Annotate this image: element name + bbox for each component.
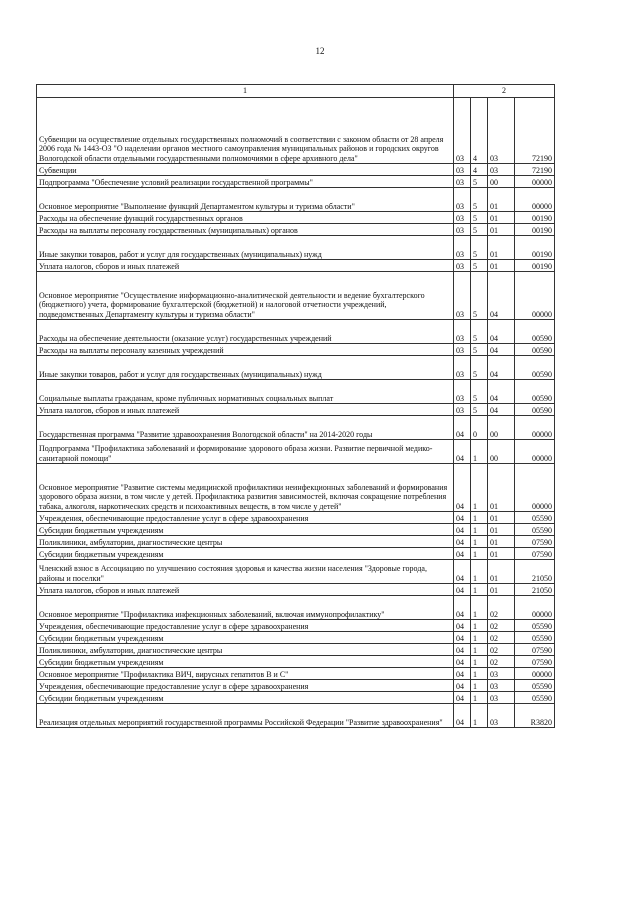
table-row xyxy=(37,560,555,584)
row-code-direction: 00000 xyxy=(515,440,555,464)
table-row xyxy=(37,416,555,440)
row-code-section: 04 xyxy=(454,680,471,692)
row-code-section: 03 xyxy=(454,380,471,404)
page-number: 12 xyxy=(315,46,325,56)
row-description: Субвенции на осуществление отдельных государственных полномочий в соответствии с законом области от 28 апреля 2006 года № 1443-ОЗ "О наделении органов местного самоуправления муниципальных районов и городских округов Вологодской области отдельными государственными полномочиями в сфере архивного дела" xyxy=(37,98,454,164)
row-code-program: 0 xyxy=(471,416,488,440)
row-code-section: 03 xyxy=(454,404,471,416)
table-row xyxy=(37,404,555,416)
row-code-section: 03 xyxy=(454,320,471,344)
row-code-section: 03 xyxy=(454,98,471,164)
row-description: Членский взнос в Ассоциацию по улучшению состояния здоровья и качества жизни населения "Здоровые города, районы и поселки" xyxy=(37,560,454,584)
row-code-program: 1 xyxy=(471,704,488,728)
table-row xyxy=(37,644,555,656)
row-description: Основное мероприятие "Выполнение функций Департаментом культуры и туризма области" xyxy=(37,188,454,212)
row-code-program: 1 xyxy=(471,560,488,584)
table-row xyxy=(37,440,555,464)
row-code-direction: 05590 xyxy=(515,680,555,692)
row-code-event: 01 xyxy=(488,212,515,224)
row-code-direction: 00190 xyxy=(515,236,555,260)
row-code-event: 01 xyxy=(488,512,515,524)
row-code-section: 03 xyxy=(454,236,471,260)
row-code-event: 01 xyxy=(488,188,515,212)
table-row xyxy=(37,704,555,728)
row-code-section: 04 xyxy=(454,560,471,584)
row-code-program: 4 xyxy=(471,164,488,176)
row-code-section: 03 xyxy=(454,164,471,176)
table-row xyxy=(37,236,555,260)
row-description: Учреждения, обеспечивающие предоставление услуг в сфере здравоохранения xyxy=(37,620,454,632)
row-code-direction: 05590 xyxy=(515,620,555,632)
row-code-section: 04 xyxy=(454,584,471,596)
row-code-section: 04 xyxy=(454,416,471,440)
row-code-program: 5 xyxy=(471,320,488,344)
table-row xyxy=(37,356,555,380)
row-code-program: 1 xyxy=(471,680,488,692)
table-row xyxy=(37,632,555,644)
row-code-direction: 07590 xyxy=(515,656,555,668)
row-code-section: 04 xyxy=(454,668,471,680)
row-code-section: 04 xyxy=(454,632,471,644)
row-code-section: 03 xyxy=(454,212,471,224)
row-code-program: 5 xyxy=(471,356,488,380)
table-row xyxy=(37,512,555,524)
row-code-event: 02 xyxy=(488,620,515,632)
row-code-event: 01 xyxy=(488,524,515,536)
row-code-event: 03 xyxy=(488,164,515,176)
row-description: Основное мероприятие "Профилактика ВИЧ, вирусных гепатитов В и С" xyxy=(37,668,454,680)
row-description: Учреждения, обеспечивающие предоставление услуг в сфере здравоохранения xyxy=(37,512,454,524)
row-code-event: 03 xyxy=(488,692,515,704)
header-col-2: 2 xyxy=(454,85,555,98)
row-code-program: 5 xyxy=(471,380,488,404)
row-code-section: 03 xyxy=(454,356,471,380)
row-code-event: 00 xyxy=(488,176,515,188)
row-code-program: 5 xyxy=(471,188,488,212)
row-code-section: 04 xyxy=(454,464,471,512)
row-code-program: 1 xyxy=(471,656,488,668)
table-row xyxy=(37,584,555,596)
row-description: Поликлиники, амбулатории, диагностические центры xyxy=(37,644,454,656)
row-description: Государственная программа "Развитие здравоохранения Вологодской области" на 2014-2020 годы xyxy=(37,416,454,440)
row-description: Поликлиники, амбулатории, диагностические центры xyxy=(37,536,454,548)
row-code-event: 04 xyxy=(488,272,515,320)
table-row xyxy=(37,164,555,176)
row-code-direction: 00590 xyxy=(515,320,555,344)
row-code-direction: 21050 xyxy=(515,560,555,584)
row-code-event: 01 xyxy=(488,548,515,560)
row-description: Подпрограмма "Обеспечение условий реализации государственной программы" xyxy=(37,176,454,188)
table-row xyxy=(37,212,555,224)
row-code-direction: 00190 xyxy=(515,212,555,224)
row-code-program: 1 xyxy=(471,536,488,548)
row-description: Субсидии бюджетным учреждениям xyxy=(37,524,454,536)
row-code-direction: 07590 xyxy=(515,548,555,560)
row-code-event: 03 xyxy=(488,704,515,728)
row-code-direction: 72190 xyxy=(515,98,555,164)
row-code-program: 5 xyxy=(471,404,488,416)
header-col-1: 1 xyxy=(37,85,454,98)
row-code-program: 1 xyxy=(471,464,488,512)
row-code-section: 03 xyxy=(454,344,471,356)
row-code-direction: 00000 xyxy=(515,416,555,440)
row-code-event: 02 xyxy=(488,596,515,620)
row-code-program: 1 xyxy=(471,692,488,704)
row-code-event: 04 xyxy=(488,380,515,404)
row-code-event: 01 xyxy=(488,224,515,236)
table-row xyxy=(37,656,555,668)
row-code-direction: 00000 xyxy=(515,272,555,320)
row-code-program: 4 xyxy=(471,98,488,164)
row-code-event: 02 xyxy=(488,656,515,668)
table-row xyxy=(37,668,555,680)
table-row xyxy=(37,692,555,704)
table-row xyxy=(37,524,555,536)
row-code-program: 1 xyxy=(471,668,488,680)
row-code-program: 1 xyxy=(471,512,488,524)
table-row xyxy=(37,680,555,692)
row-description: Основное мероприятие "Осуществление информационно-аналитической деятельности и ведение бухгалтерского (бюджетного) учета, формирование бухгалтерской (бюджетной) и налоговой отчетности учреждений, подведомственных Департаменту культуры и туризма области" xyxy=(37,272,454,320)
row-code-program: 1 xyxy=(471,632,488,644)
row-description: Расходы на обеспечение деятельности (оказание услуг) государственных учреждений xyxy=(37,320,454,344)
row-description: Уплата налогов, сборов и иных платежей xyxy=(37,260,454,272)
row-code-event: 01 xyxy=(488,236,515,260)
row-code-direction: 07590 xyxy=(515,536,555,548)
row-code-direction: R3820 xyxy=(515,704,555,728)
row-description: Иные закупки товаров, работ и услуг для государственных (муниципальных) нужд xyxy=(37,236,454,260)
row-description: Социальные выплаты гражданам, кроме публичных нормативных социальных выплат xyxy=(37,380,454,404)
row-code-program: 5 xyxy=(471,224,488,236)
row-code-direction: 00590 xyxy=(515,380,555,404)
row-code-section: 03 xyxy=(454,224,471,236)
row-description: Основное мероприятие "Профилактика инфекционных заболеваний, включая иммунопрофилактику" xyxy=(37,596,454,620)
row-description: Субсидии бюджетным учреждениям xyxy=(37,632,454,644)
row-code-event: 04 xyxy=(488,404,515,416)
row-code-direction: 21050 xyxy=(515,584,555,596)
row-code-section: 03 xyxy=(454,188,471,212)
row-description: Субсидии бюджетным учреждениям xyxy=(37,548,454,560)
row-code-event: 01 xyxy=(488,560,515,584)
row-description: Расходы на обеспечение функций государственных органов xyxy=(37,212,454,224)
row-code-event: 04 xyxy=(488,344,515,356)
row-code-direction: 00590 xyxy=(515,404,555,416)
row-code-section: 04 xyxy=(454,440,471,464)
row-code-direction: 00000 xyxy=(515,668,555,680)
row-description: Учреждения, обеспечивающие предоставление услуг в сфере здравоохранения xyxy=(37,680,454,692)
row-code-program: 5 xyxy=(471,236,488,260)
row-code-direction: 00190 xyxy=(515,224,555,236)
row-code-event: 04 xyxy=(488,356,515,380)
table-row xyxy=(37,464,555,512)
row-code-program: 1 xyxy=(471,440,488,464)
row-description: Иные закупки товаров, работ и услуг для государственных (муниципальных) нужд xyxy=(37,356,454,380)
table-row xyxy=(37,176,555,188)
table-row xyxy=(37,260,555,272)
row-description: Субвенции xyxy=(37,164,454,176)
row-code-program: 1 xyxy=(471,548,488,560)
row-code-direction: 00000 xyxy=(515,176,555,188)
row-code-direction: 00000 xyxy=(515,464,555,512)
row-code-direction: 05590 xyxy=(515,692,555,704)
row-code-event: 01 xyxy=(488,584,515,596)
row-description: Основное мероприятие "Развитие системы медицинской профилактики неинфекционных заболеваний и формирования здорового образа жизни, в том числе у детей. Профилактика развития зависимостей, включая сокращение потребления табака, алкоголя, наркотических средств и психоактивных веществ, в том числе у детей" xyxy=(37,464,454,512)
row-description: Реализация отдельных мероприятий государственной программы Российской Федерации "Развитие здравоохранения" xyxy=(37,704,454,728)
row-code-event: 01 xyxy=(488,464,515,512)
row-code-direction: 05590 xyxy=(515,524,555,536)
row-description: Подпрограмма "Профилактика заболеваний и формирование здорового образа жизни. Развитие первичной медико-санитарной помощи" xyxy=(37,440,454,464)
row-code-section: 04 xyxy=(454,512,471,524)
row-code-section: 04 xyxy=(454,596,471,620)
table-row xyxy=(37,320,555,344)
table-row xyxy=(37,548,555,560)
row-code-direction: 00190 xyxy=(515,260,555,272)
row-code-event: 04 xyxy=(488,320,515,344)
row-code-event: 02 xyxy=(488,644,515,656)
row-code-event: 02 xyxy=(488,632,515,644)
row-code-event: 00 xyxy=(488,440,515,464)
row-code-section: 03 xyxy=(454,176,471,188)
row-code-event: 03 xyxy=(488,98,515,164)
row-code-program: 5 xyxy=(471,212,488,224)
table-row xyxy=(37,596,555,620)
row-code-section: 04 xyxy=(454,536,471,548)
row-code-program: 1 xyxy=(471,620,488,632)
row-code-section: 04 xyxy=(454,692,471,704)
row-description: Субсидии бюджетным учреждениям xyxy=(37,656,454,668)
row-code-event: 01 xyxy=(488,536,515,548)
row-description: Расходы на выплаты персоналу казенных учреждений xyxy=(37,344,454,356)
row-code-event: 01 xyxy=(488,260,515,272)
table-row xyxy=(37,224,555,236)
row-code-direction: 00590 xyxy=(515,344,555,356)
row-code-section: 04 xyxy=(454,620,471,632)
budget-table xyxy=(36,84,555,728)
row-code-program: 5 xyxy=(471,260,488,272)
row-code-program: 1 xyxy=(471,644,488,656)
row-code-program: 1 xyxy=(471,524,488,536)
row-code-section: 04 xyxy=(454,524,471,536)
table-row xyxy=(37,380,555,404)
row-code-event: 03 xyxy=(488,668,515,680)
row-code-section: 03 xyxy=(454,272,471,320)
row-code-direction: 00000 xyxy=(515,188,555,212)
table-header-row xyxy=(37,85,555,98)
table-row xyxy=(37,536,555,548)
table-row xyxy=(37,272,555,320)
row-code-program: 5 xyxy=(471,272,488,320)
row-code-direction: 05590 xyxy=(515,512,555,524)
row-code-direction: 05590 xyxy=(515,632,555,644)
row-description: Расходы на выплаты персоналу государственных (муниципальных) органов xyxy=(37,224,454,236)
row-description: Субсидии бюджетным учреждениям xyxy=(37,692,454,704)
row-code-section: 04 xyxy=(454,644,471,656)
row-code-direction: 07590 xyxy=(515,644,555,656)
table-row xyxy=(37,620,555,632)
row-code-section: 04 xyxy=(454,548,471,560)
table-row xyxy=(37,188,555,212)
row-code-program: 1 xyxy=(471,584,488,596)
row-code-program: 1 xyxy=(471,596,488,620)
row-description: Уплата налогов, сборов и иных платежей xyxy=(37,584,454,596)
table-row xyxy=(37,98,555,164)
row-code-direction: 00000 xyxy=(515,596,555,620)
row-code-direction: 00590 xyxy=(515,356,555,380)
row-code-section: 04 xyxy=(454,656,471,668)
row-code-section: 03 xyxy=(454,260,471,272)
row-code-program: 5 xyxy=(471,344,488,356)
table-row xyxy=(37,344,555,356)
row-code-section: 04 xyxy=(454,704,471,728)
row-description: Уплата налогов, сборов и иных платежей xyxy=(37,404,454,416)
row-code-direction: 72190 xyxy=(515,164,555,176)
row-code-event: 03 xyxy=(488,680,515,692)
row-code-program: 5 xyxy=(471,176,488,188)
row-code-event: 00 xyxy=(488,416,515,440)
